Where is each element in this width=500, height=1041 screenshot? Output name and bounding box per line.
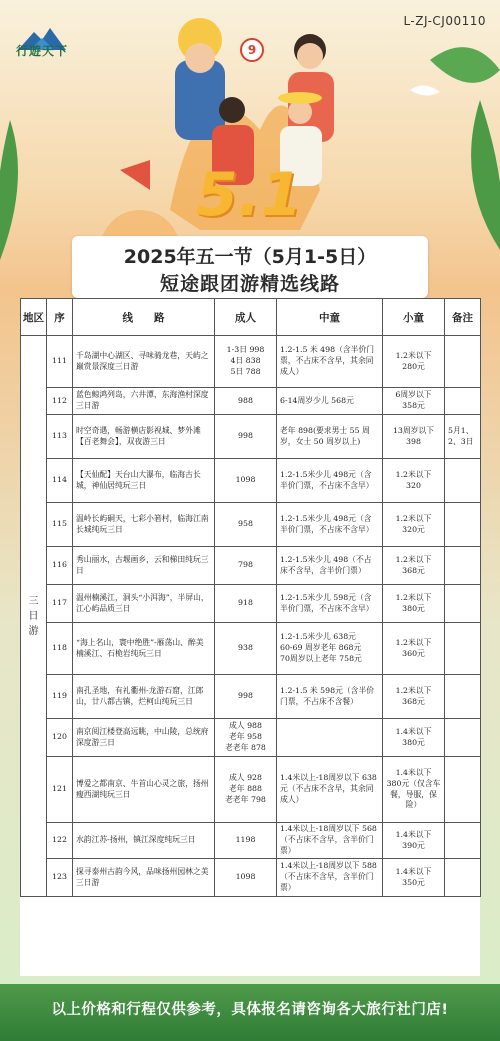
adult-price: 1098 xyxy=(215,859,277,897)
note-cell xyxy=(445,859,481,897)
row-number: 123 xyxy=(47,859,73,897)
adult-price: 成人 928 老年 888 老老年 798 xyxy=(215,757,277,823)
row-number: 111 xyxy=(47,336,73,388)
child-mid-price: 1.4米以上-18周岁以下 568（不占床不含早，含半价门票） xyxy=(277,823,383,859)
table-row xyxy=(21,823,481,859)
header-region: 地区 xyxy=(21,299,47,336)
note-cell xyxy=(445,459,481,503)
child-small-price: 1.2米以下 368元 xyxy=(383,547,445,585)
route-cell: 南孔圣地，有礼衢州-龙游石窟，江郎山，廿八都古镇，烂柯山纯玩三日 xyxy=(73,675,215,719)
child-mid-price: 1.2-1.5米少儿 498元（含半价门票，不占床不含早） xyxy=(277,459,383,503)
child-mid-price: 1.4米以上-18周岁以下 638元（不占床不含早，其余同成人） xyxy=(277,757,383,823)
row-number: 118 xyxy=(47,623,73,675)
header-adult: 成人 xyxy=(215,299,277,336)
child-small-price: 1.4米以下 380元 xyxy=(383,719,445,757)
note-cell xyxy=(445,623,481,675)
title-line-2: 短途跟团游精选线路 xyxy=(159,273,340,295)
route-cell: 温岭长屿硐天，七彩小箬村，临海江南长城纯玩三日 xyxy=(73,503,215,547)
row-number: 113 xyxy=(47,415,73,459)
child-small-price: 1.2米以下 360元 xyxy=(383,623,445,675)
region-cell: 三日游 xyxy=(21,336,47,897)
child-mid-price: 1.2-1.5 米 498（含半价门票，不占床不含早，其余同成人） xyxy=(277,336,383,388)
note-cell xyxy=(445,336,481,388)
adult-price: 958 xyxy=(215,503,277,547)
table-row xyxy=(21,623,481,675)
route-cell: 千岛湖中心湖区、寻味骑龙巷，天屿之巅赏景深度三日游 xyxy=(73,336,215,388)
row-number: 122 xyxy=(47,823,73,859)
table-header-row xyxy=(21,299,481,336)
child-small-price: 1.2米以下 380元 xyxy=(383,585,445,623)
child-mid-price: 1.2-1.5米少儿 498元（含半价门票，不占床不含早） xyxy=(277,503,383,547)
child-small-price: 1.4米以下 350元 xyxy=(383,859,445,897)
child-mid-price: 老年 898(要求男士 55 周岁，女士 50 周岁以上) xyxy=(277,415,383,459)
adult-price: 938 xyxy=(215,623,277,675)
note-cell: 5月1、2、3日 xyxy=(445,415,481,459)
route-cell: 秀山丽水，古堰画乡，云和梯田纯玩三日 xyxy=(73,547,215,585)
logo-text: 行遊天下 xyxy=(16,44,69,58)
row-number: 121 xyxy=(47,757,73,823)
child-mid-price: 1.2-1.5米少儿 598元（含半价门票，不占床不含早） xyxy=(277,585,383,623)
number-badge: 9 xyxy=(240,38,264,62)
adult-price: 998 xyxy=(215,415,277,459)
note-cell xyxy=(445,585,481,623)
note-cell xyxy=(445,719,481,757)
route-table-container xyxy=(20,298,480,976)
child-mid-price: 1.2-1.5米少儿 638元 60-69 周岁老年 868元 70周岁以上老年 758元 xyxy=(277,623,383,675)
header-child-mid: 中童 xyxy=(277,299,383,336)
table-row xyxy=(21,757,481,823)
table-row xyxy=(21,675,481,719)
row-number: 120 xyxy=(47,719,73,757)
route-cell: 蓝色鲸鸿列岛，六井潭，东海渔村深度三日游 xyxy=(73,388,215,415)
note-cell xyxy=(445,388,481,415)
table-row xyxy=(21,585,481,623)
child-small-price: 1.4米以下 390元 xyxy=(383,823,445,859)
child-mid-price: 1.2-1.5 米 598元（含半价门票，不占床不含餐） xyxy=(277,675,383,719)
header-number: 序 xyxy=(47,299,73,336)
route-cell: 博爱之都南京、牛首山心灵之旅，扬州瘦西湖纯玩三日 xyxy=(73,757,215,823)
route-cell: 【天仙配】天台山大瀑布，临海古长城，神仙居纯玩三日 xyxy=(73,459,215,503)
table-row xyxy=(21,503,481,547)
adult-price: 998 xyxy=(215,675,277,719)
adult-price: 1-3日 998 4日 838 5日 788 xyxy=(215,336,277,388)
adult-price: 成人 988 老年 958 老老年 878 xyxy=(215,719,277,757)
product-code: L-ZJ-CJ00110 xyxy=(403,14,486,28)
route-cell: 时空奇遇，畅游横店影视城、梦外滩【百老舞会】，双夜游三日 xyxy=(73,415,215,459)
child-small-price: 6周岁以下 358元 xyxy=(383,388,445,415)
row-number: 115 xyxy=(47,503,73,547)
footer-disclaimer: 以上价格和行程仅供参考，具体报名请咨询各大旅行社门店! xyxy=(51,1002,449,1018)
child-mid-price xyxy=(277,719,383,757)
row-number: 116 xyxy=(47,547,73,585)
route-cell: 水韵江苏-扬州，镇江深度纯玩三日 xyxy=(73,823,215,859)
child-small-price: 1.4米以下 380元（仅含车餐，导服，保险） xyxy=(383,757,445,823)
table-row xyxy=(21,547,481,585)
note-cell xyxy=(445,675,481,719)
table-row xyxy=(21,719,481,757)
route-table xyxy=(20,298,481,897)
title-banner xyxy=(72,236,428,298)
table-row xyxy=(21,859,481,897)
adult-price: 988 xyxy=(215,388,277,415)
child-small-price: 1.2米以下 280元 xyxy=(383,336,445,388)
row-number: 112 xyxy=(47,388,73,415)
table-row xyxy=(21,415,481,459)
child-mid-price: 1.2-1.5米少儿 498（不占床不含早，含半价门票） xyxy=(277,547,383,585)
table-row xyxy=(21,388,481,415)
child-mid-price: 1.4米以上-18周岁以下 588（不占床不含早，含半价门票） xyxy=(277,859,383,897)
adult-price: 1098 xyxy=(215,459,277,503)
route-cell: 南京阅江楼登高远眺，中山陵，总统府深度游三日 xyxy=(73,719,215,757)
row-number: 114 xyxy=(47,459,73,503)
note-cell xyxy=(445,547,481,585)
child-small-price: 1.2米以下 320 xyxy=(383,459,445,503)
note-cell xyxy=(445,503,481,547)
child-small-price: 1.2米以下 320元 xyxy=(383,503,445,547)
title-line-1: 2025年五一节（5月1-5日） xyxy=(123,246,377,268)
header-child-small: 小童 xyxy=(383,299,445,336)
child-small-price: 1.2米以下 368元 xyxy=(383,675,445,719)
header-note: 备注 xyxy=(445,299,481,336)
row-number: 119 xyxy=(47,675,73,719)
child-small-price: 13周岁以下 398 xyxy=(383,415,445,459)
route-cell: 温州楠溪江，洞头“小洱海”，半屏山，江心屿品质三日 xyxy=(73,585,215,623)
big-number: 5.1 xyxy=(196,160,303,230)
adult-price: 918 xyxy=(215,585,277,623)
header-route: 线 路 xyxy=(73,299,215,336)
note-cell xyxy=(445,757,481,823)
note-cell xyxy=(445,823,481,859)
route-cell: 探寻泰州古韵今风，品味扬州园林之美三日游 xyxy=(73,859,215,897)
row-number: 117 xyxy=(47,585,73,623)
adult-price: 1198 xyxy=(215,823,277,859)
table-row xyxy=(21,336,481,388)
child-mid-price: 6-14周岁少儿 568元 xyxy=(277,388,383,415)
adult-price: 798 xyxy=(215,547,277,585)
route-cell: “海上名山，寰中绝胜”-雁荡山、醉美楠溪江、石桅岩纯玩三日 xyxy=(73,623,215,675)
table-row xyxy=(21,459,481,503)
